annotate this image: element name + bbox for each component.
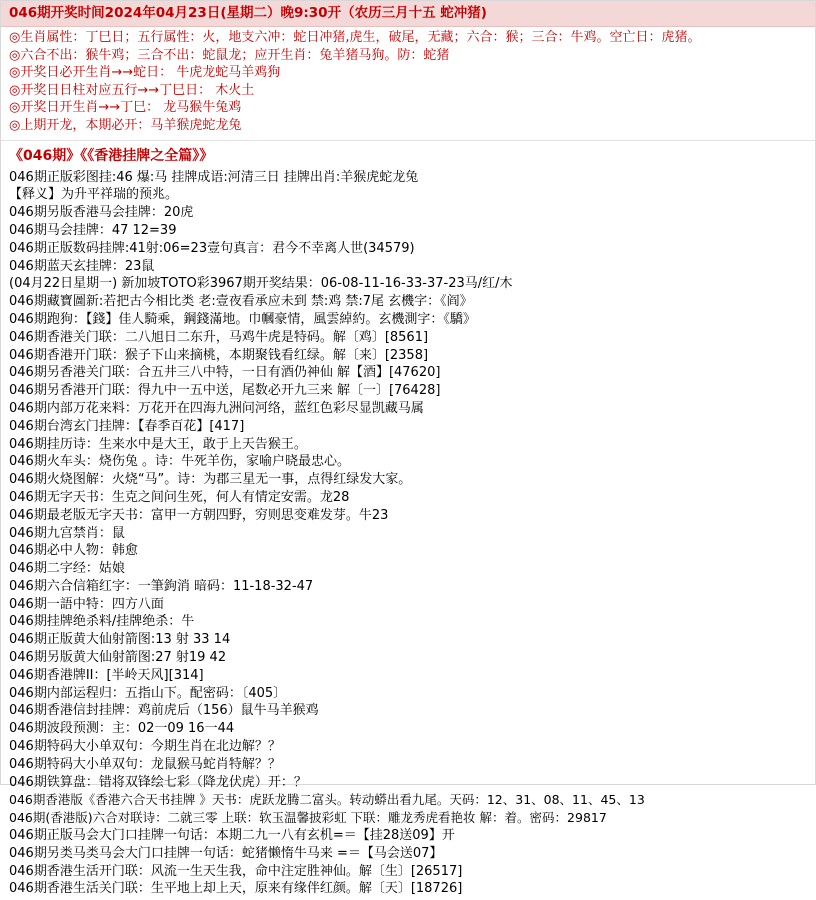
attribute-line-3: ◎开奖日必开生肖→→蛇日： 牛虎龙蛇马羊鸡狗: [9, 65, 281, 81]
attribute-line-6: ◎上期开龙，本期必开：马羊猴虎蛇龙兔: [9, 117, 242, 133]
list-item: 046期正版彩图挂:46 爆:马 挂牌成语:河清三日 挂牌出肖:羊猴虎蛇龙兔: [9, 169, 419, 185]
list-item: 046期最老版无字天书：富甲一方朝四野，穷则思变难发芽。牛23: [9, 507, 389, 523]
list-item: 046期无字天书：生克之间问生死，何人有情定安需。龙28: [9, 489, 350, 505]
list-item: 046期波段预测：主：02一09 16一44: [9, 721, 235, 737]
list-item: 046期香港开门联：猴子下山来摘桃，本期聚钱看红绿。解〔来〕[2358]: [9, 347, 429, 363]
list-item: 046期正版黄大仙射箭图:13 射 33 14: [9, 632, 231, 648]
attribute-line-4: ◎开奖日日柱对应五行→→丁巳日： 木火土: [9, 82, 255, 98]
list-item: 046期另香港开门联：得九中一五中送，尾数必开九三来 解〔一〕[76428]: [9, 383, 441, 399]
list-item: 046期马会挂牌：47 12=39: [9, 222, 177, 238]
list-item: 046期香港生活开门联：风流一生天生我，命中注定胜神仙。解〔生〕[26517]: [9, 863, 463, 879]
list-item: 046期台湾玄门挂牌：【春季百花】[417]: [9, 418, 245, 434]
list-item: 046期九宫禁肖：鼠: [9, 525, 125, 541]
list-item: 046期香港信封挂牌：鸡前虎后（156）鼠牛马羊猴鸡: [9, 703, 319, 719]
list-item: 046期藏寶圖新:若把古今相比类 老:壹夜看承应未到 禁:鸡 禁:7尾 玄機字：《阎》: [9, 294, 473, 310]
list-item: 046期蓝天玄挂牌：23鼠: [9, 258, 155, 274]
entries-list: [1, 168, 815, 900]
list-item: 046期香港牌II：[半岭天风][314]: [9, 667, 204, 683]
section-title: 《046期》《《香港挂牌之全篇》》: [9, 147, 214, 164]
list-item: 046期特码大小单双句：今期生肖在北边解？？: [9, 739, 281, 755]
list-item: 046期内部万花来料：万花开在四海九洲问河络，蓝红色彩尽显凯藏马属: [9, 400, 424, 416]
list-item: 046期另版香港马会挂牌：20虎: [9, 205, 194, 221]
attributes-section: [1, 27, 815, 137]
list-item: 046期另类马类马会大门口挂牌一句话：蛇猪懒惰牛马来 =＝【马会送07】: [9, 845, 443, 861]
list-item: 046期铁算盘：错将双锋绘七彩（降龙伏虎）开：？: [9, 774, 307, 790]
attribute-line-5: ◎开奖日开生肖→→丁巳： 龙马猴牛兔鸡: [9, 100, 242, 116]
list-item: 046期特码大小单双句：龙鼠猴马蛇肖特解？？: [9, 756, 281, 772]
list-item: 046期六合信箱红字：一筆鉤消 暗码：11-18-32-47: [9, 578, 314, 594]
divider: [1, 140, 815, 141]
attribute-line-1: ◎生肖属性：丁巳日；五行属性：火，地支六冲：蛇日冲猪,虎生，破尾，无藏；六合：猴；三合：牛鸡。空亡日：虎猪。: [9, 30, 701, 45]
list-item: 046期内部运程归：五指山下。配密码：〔405〕: [9, 685, 287, 701]
list-item: 046期香港版《香港六合天书挂牌 》天书：虎跃龙腾二富头。转动蟒出看九尾。天码：12、31、08、11、45、13: [9, 792, 645, 808]
list-item: 046期香港生活关门联：生平地上却上天，原来有缘伴红颜。解〔天〕[18726]: [9, 881, 463, 897]
list-item: 046期正版数码挂牌:41射:06=23壹句真言：君今不幸离人世(34579): [9, 240, 415, 256]
list-item: 046期另版黄大仙射箭图:27 射19 42: [9, 650, 227, 666]
list-item: 046期火车头：烧伤兔 。诗：牛死羊伤，家喻户晓最忠心。: [9, 454, 350, 470]
list-item: 046期必中人物：韩愈: [9, 543, 138, 559]
list-item: 046期挂历诗：生来水中是大王，敢于上天告猴王。: [9, 436, 307, 452]
list-item: 046期正版马会大门口挂牌一句话：本期二九一八有玄机=＝【挂28送09】开: [9, 828, 455, 844]
list-item: 046期另香港关门联：合五井三八中特，一日有酒仍神仙 解【酒】[47620]: [9, 365, 441, 381]
list-item: 046期香港关门联：二八旭日二东升，马鸡牛虎是特码。解〔鸡〕[8561]: [9, 329, 429, 345]
list-item: 046期(香港版)六合对联诗：二就三零 上联：软玉温馨披彩虹 下联：雕龙秀虎看艳妆 解：着。密码：29817: [9, 810, 607, 826]
list-item: (04月22日星期一) 新加坡TOTO彩3967期开奖结果：06-08-11-16-33-37-23马/红/木: [9, 276, 513, 292]
list-item: 046期挂牌绝杀料/挂牌绝杀：牛: [9, 614, 195, 630]
list-item: 046期火烧图解：火烧“马”。诗：为郡三星无一事，点得红绿发大家。: [9, 472, 412, 488]
list-item: 046期一語中特：四方八面: [9, 596, 164, 612]
list-item: 046期跑狗：【錢】佳人騎乘，鋼錢滿地。巾幗豪情，風雲綽約。玄機測字：《驕》: [9, 311, 476, 327]
list-item: 046期二字经：姑娘: [9, 561, 125, 577]
list-item: 【释义】为升平祥瑞的预兆。: [9, 187, 179, 203]
attribute-line-2: ◎六合不出：猴牛鸡；三合不出：蛇鼠龙；应开生肖：兔羊猪马狗。防：蛇猪: [9, 47, 450, 63]
page-title: 046期开奖时间2024年04月23日(星期二）晚9:30开（农历三月十五 蛇冲猪): [1, 1, 815, 27]
